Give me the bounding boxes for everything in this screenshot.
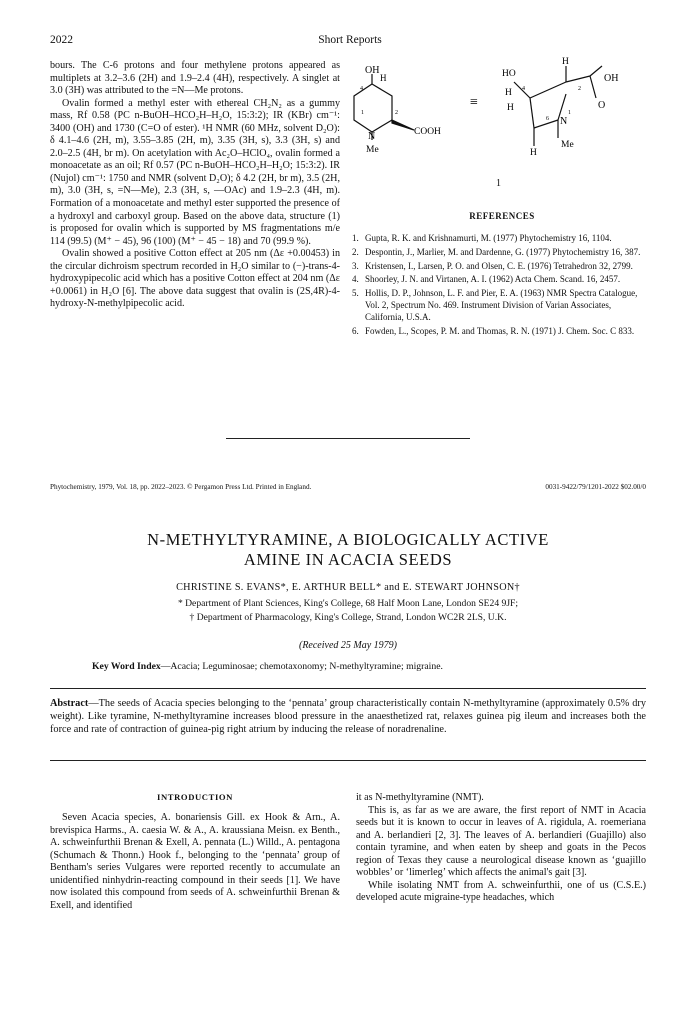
title-line-2: AMINE IN ACACIA SEEDS — [243, 550, 453, 569]
left-pos-4: 4 — [360, 86, 363, 92]
right-pos-1: 1 — [568, 110, 571, 116]
equivalence-sign: ≡ — [470, 95, 478, 110]
right-h-left: H — [505, 88, 512, 98]
abstract — [50, 698, 646, 737]
right-o: O — [598, 100, 606, 111]
introduction-column-2 — [356, 792, 646, 905]
right-pos-2: 2 — [578, 86, 581, 92]
received-date: (Received 25 May 1979) — [298, 640, 397, 651]
structure-right — [514, 66, 602, 146]
right-oh: OH — [604, 73, 619, 84]
left-oh: OH — [365, 65, 380, 76]
title-line-1: N-METHYLTYRAMINE, A BIOLOGICALLY ACTIVE — [147, 530, 549, 549]
left-cooh: COOH — [414, 127, 441, 137]
right-me: Me — [561, 140, 574, 150]
abstract-rule-bottom — [50, 760, 646, 761]
affiliation-2: † Department of Pharmacology, King's College, Strand, London WC2R 2LS, U.K. — [189, 612, 507, 623]
section-divider — [226, 438, 470, 439]
references-heading: REFERENCES — [469, 211, 535, 221]
chemical-structure — [352, 54, 652, 174]
introduction-paragraph: This is, as far as we are aware, the first report of NMT in Acacia seeds but it is known to occur in leaves of A. rigidula, A. roemeriana and A. berlandieri [2, 3]. The leaves of A. berlandieri (Guajillo) also contain tyramine, and when eaten by sheep and goats in the Pecos region of Texas they cause a neurological disease known as ‘guajillo wobbles’ or ‘limerleg’ which affects the animal's gait [3]. — [356, 804, 646, 879]
left-pos-2: 2 — [395, 110, 398, 116]
running-title: Short Reports — [318, 34, 382, 46]
reference-item: 4. Shoorley, J. N. and Virtanen, A. I. (1962) Acta Chem. Scand. 16, 2457. — [352, 274, 621, 285]
left-n: N — [368, 131, 376, 142]
journal-citation: Phytochemistry, 1979, Vol. 18, pp. 2022–2023. © Pergamon Press Ltd. Printed in England. — [50, 483, 312, 491]
references-list — [352, 233, 652, 339]
abstract-text: —The seeds of Acacia species belonging to the ‘pennata’ group characteristically contain N-methyltyramine (approximately 0.5% dry weight). Like tyramine, N-methyltyramine increases blood pressure in the anaesthetized rat, relaxes guinea pig ileum and increases both the force and rate of contraction of guinea-pig right atrium by inducing the release of noradrenaline. — [50, 698, 646, 735]
left-me: Me — [366, 145, 379, 155]
right-h-left2: H — [507, 103, 514, 113]
continuation-column — [50, 60, 340, 311]
reference-item: 6. Fowden, L., Scopes, P. M. and Thomas, R. N. (1971) J. Chem. Soc. C 833. — [352, 325, 635, 336]
left-h: H — [380, 73, 387, 83]
authors: CHRISTINE S. EVANS*, E. ARTHUR BELL* and E. STEWART JOHNSON† — [176, 582, 520, 593]
structure-left — [354, 74, 414, 140]
right-h-bottom: H — [530, 148, 537, 158]
reference-item: 2. Despontin, J., Marlier, M. and Dardenne, G. (1977) Phytochemistry 16, 387. — [352, 246, 641, 257]
structure-number: 1 — [496, 178, 501, 189]
continuation-paragraph: Ovalin formed a methyl ester with ethereal CH₂N₂ as a gummy mass, Rf 0.58 (PC n-BuOH–HCO₂H–H₂O, 15:3:2); IR (KBr) cm⁻¹: 3400 (OH) and 1730 (C=O of ester). ¹H NMR (60 MHz, solvent D₂O): δ 4.1–4.6 (2H, m), 3.55–3.85 (2H, m), 3.35 (3H, s), 3.3 (3H, s) and 2.0–2.5 (4H, br m). On acetylation with Ac₂O–HClO₄, ovalin formed a monoacetate as an oil; Rf 0.57 (PC n-BuOH–HCO₂H–H₂O; 15:3:2). IR (Nujol) cm⁻¹: 1750 and NMR (solvent D₂O); δ 4.2 (2H, br m), 3.5 (2H, m), 3.0 (3H, s, =N—Me), 2.3 (3H, s, —OAc) and 1.9–2.3 (4H, m). Formation of a monoacetate and methyl ester supported the presence of a hydroxyl and carboxyl group. Based on the above data, structure (1) is proposed for ovalin which is supported by MS fragmentations m/e 114 (99.5) (M⁺ − 45), 96 (100) (M⁺ − 45 − 18) and 70 (99.9 %). — [50, 97, 340, 247]
continuation-paragraph: bours. The C-6 protons and four methylene protons appeared as multiplets at 3.2–3.6 (2H) and 1.9–2.4 (4H), respectively. A singlet at 3.0 (3H) was attributed to the =N—Me protons. — [50, 60, 340, 97]
keywords-text: —Acacia; Leguminosae; chemotaxonomy; N-methyltyramine; migraine. — [160, 661, 443, 672]
right-pos-6: 6 — [546, 116, 549, 122]
journal-code: 0031-9422/79/1201-2022 $02.00/0 — [545, 483, 646, 491]
introduction-paragraph: Seven Acacia species, A. bonariensis Gill. ex Hook & Arn., A. brevispica Harms., A. caesia W. & A., A. kraussiana Meisn. ex Benth., A. schweinfurthii Brenan & Exell, A. pennata (L.) Willd., A. pentagona (Schumach & Thonn.) Hook f., belonging to the ‘pennata’ group of Bentham's series Vulgares were reported recently to accumulate an unidentified ninhydrin-reacting compound in their seeds [1]. We have now isolated this compound from seeds of A. schweinfurthii Brenan & Exell, and identified — [50, 812, 340, 911]
keyword-index — [92, 661, 443, 672]
right-n: N — [560, 116, 568, 127]
reference-item: 5. Hollis, D. P., Johnson, L. F. and Pier, E. A. (1963) NMR Spectra Catalogue, Vol. 2, Spectrum No. 469. Instrument Division of Varian Associates, California, U.S.A. — [352, 288, 638, 322]
left-pos-1: 1 — [361, 110, 364, 116]
right-ho: HO — [502, 69, 516, 79]
keywords-label: Key Word Index — [92, 661, 161, 672]
introduction-column-1 — [50, 812, 340, 912]
right-h-top: H — [562, 57, 569, 67]
page-number: 2022 — [50, 34, 73, 46]
page-header — [50, 34, 650, 48]
reference-item: 3. Kristensen, I., Larsen, P. O. and Olsen, C. E. (1976) Tetrahedron 32, 2799. — [352, 260, 633, 271]
continuation-paragraph: Ovalin showed a positive Cotton effect at 205 nm (Δε +0.00453) in the circular dichroism spectrum recorded in H₂O similar to (−)-trans-4-hydroxypipecolic acid which has a positive Cotton effect at 204 nm (Δε +0.0061) in H₂O [6]. The above data suggest that ovalin is (2S,4R)-4-hydroxy-N-methylpipecolic acid. — [50, 248, 340, 310]
affiliation-1: * Department of Plant Sciences, King's College, 68 Half Moon Lane, London SE24 9JF; — [177, 598, 519, 609]
introduction-heading: INTRODUCTION — [157, 792, 233, 802]
article-title — [50, 530, 646, 570]
reference-item: 1. Gupta, R. K. and Krishnamurti, M. (1977) Phytochemistry 16, 1104. — [352, 233, 612, 243]
abstract-rule-top — [50, 688, 646, 689]
introduction-paragraph: While isolating NMT from A. schweinfurthii, one of us (C.S.E.) developed acute migraine-type headaches, which — [356, 879, 646, 904]
right-pos-4: 4 — [522, 86, 525, 92]
abstract-label: Abstract — [50, 698, 89, 709]
introduction-paragraph: it as N-methyltyramine (NMT). — [356, 792, 484, 803]
